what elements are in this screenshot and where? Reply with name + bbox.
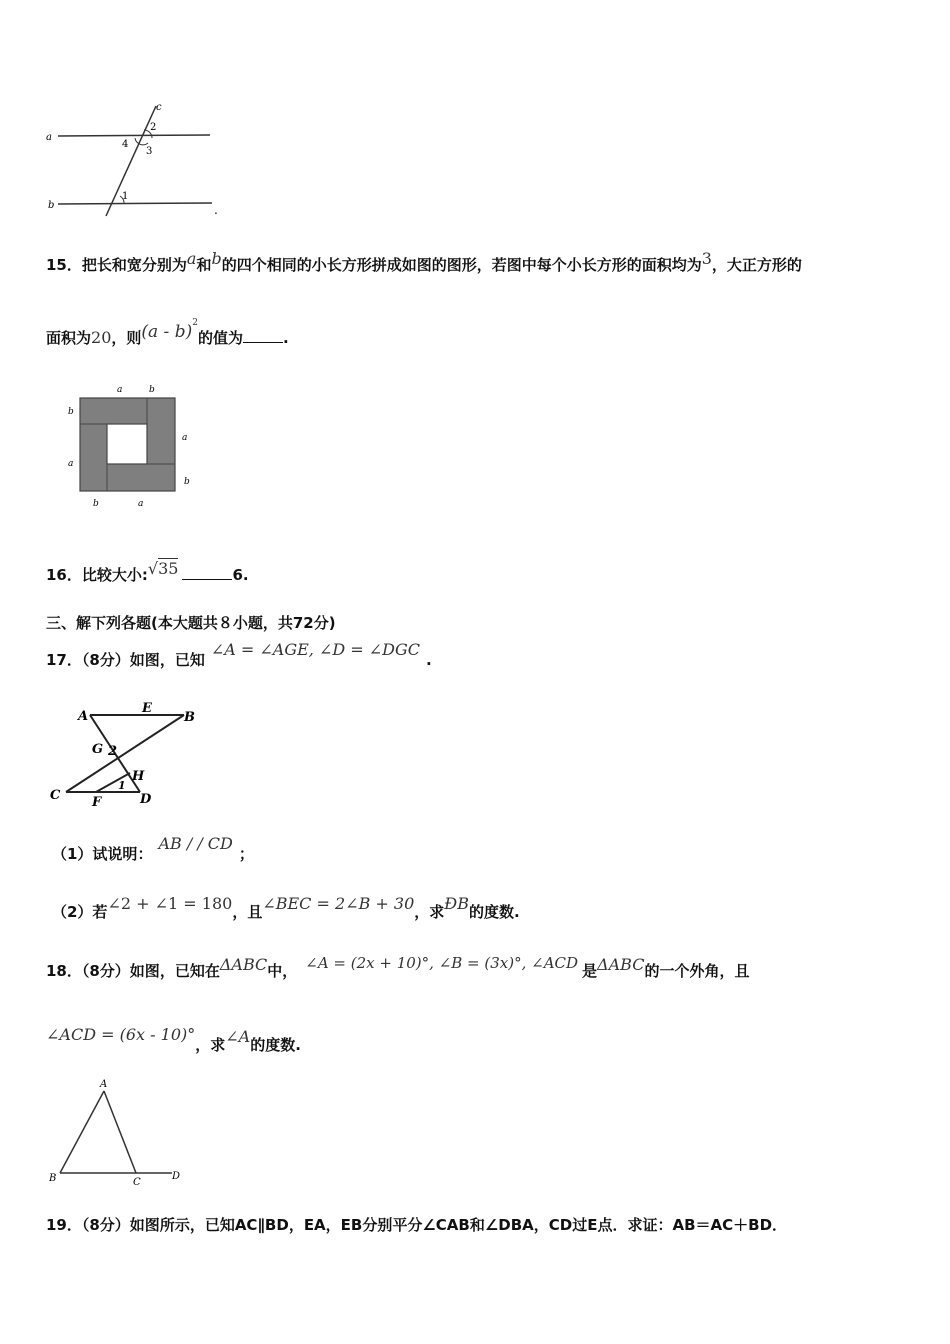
answer-blank[interactable] — [243, 342, 283, 343]
svg-text:b: b — [184, 477, 190, 487]
svg-text:1: 1 — [118, 779, 126, 792]
svg-text:D: D — [172, 1171, 181, 1182]
svg-text:b: b — [68, 407, 74, 417]
line-b — [58, 203, 212, 204]
q18-line2: ∠ACD = (6x - 10)°，求∠A的度数. — [46, 1025, 301, 1054]
label-b: b — [48, 200, 55, 211]
q18-line1: 18．（8分）如图，已知在ΔABC中， ∠A = (2x + 10)°, ∠B = (3x)°, ∠ACD 是ΔABC的一个外角，且 — [46, 954, 750, 980]
q19-number: 19． — [46, 1216, 82, 1234]
q15-line1: 15．把长和宽分别为$^a$和$^b$的四个相同的小长方形拼成如图的图形，若图中每个小长方形的面积均为$^3$，大正方形的 — [46, 249, 802, 274]
q15-line2: 面积为20，则$^{(a - b)2}$的值为 . — [46, 318, 289, 347]
svg-text:E: E — [142, 701, 152, 716]
svg-text:G: G — [92, 742, 104, 757]
q15-number: 15． — [46, 256, 82, 274]
inner-square — [107, 424, 147, 464]
svg-text:H: H — [132, 769, 145, 784]
q18-triangle-figure — [44, 1075, 194, 1187]
transversal-c — [106, 106, 156, 216]
svg-text:a: a — [182, 433, 188, 443]
q17-stem: 17．（8分）如图，已知∠A = ∠AGE, ∠D = ∠DGC. — [46, 640, 432, 669]
svg-text:b: b — [149, 385, 155, 395]
label-c: c — [156, 102, 162, 113]
svg-text:a: a — [138, 499, 144, 509]
q18-number: 18． — [46, 962, 82, 980]
q17-part2: （2）若∠2 + ∠1 = 180，且∠BEC = 2∠B + 30，求ÐB的度数. — [52, 894, 520, 921]
square-figure — [60, 380, 200, 510]
compare-blank[interactable] — [182, 579, 232, 580]
section-3-title: 三、解下列各题(本大题共８小题，共72分) — [46, 614, 336, 632]
figure-dot: . — [214, 203, 218, 217]
svg-text:b: b — [93, 499, 99, 509]
svg-text:C: C — [50, 788, 61, 803]
svg-text:A: A — [100, 1079, 108, 1090]
svg-text:C: C — [133, 1177, 141, 1187]
label-4: 4 — [122, 139, 129, 150]
line-a — [58, 135, 210, 136]
q17-number: 17． — [46, 651, 82, 669]
var-a: a — [186, 249, 197, 268]
label-2: 2 — [150, 122, 157, 133]
sqrt-35: √35 — [147, 559, 179, 578]
label-a: a — [46, 132, 52, 143]
svg-text:D: D — [140, 792, 152, 807]
svg-text:a: a — [68, 459, 74, 469]
svg-text:B: B — [49, 1173, 57, 1184]
parallel-lines-figure — [40, 98, 230, 220]
var-b: b — [211, 249, 222, 268]
q17-part1: （1）试说明：AB / / CD； — [52, 834, 254, 863]
svg-text:F: F — [92, 795, 102, 810]
svg-text:A: A — [78, 709, 89, 724]
q16: 16．比较大小:√35 6. — [46, 559, 249, 584]
svg-text:B: B — [184, 710, 195, 725]
q19: 19．（8分）如图所示，已知AC∥BD，EA，EB分别平分∠CAB和∠DBA，CD过E点．求证：AB＝AC＋BD． — [46, 1216, 788, 1234]
svg-text:a: a — [117, 385, 123, 395]
q17-figure — [44, 695, 214, 810]
svg-text:2: 2 — [108, 744, 118, 759]
q16-number: 16． — [46, 566, 82, 584]
expr-a-minus-b: (a - b) — [141, 322, 193, 342]
label-1: 1 — [122, 191, 129, 202]
label-3: 3 — [146, 146, 153, 157]
